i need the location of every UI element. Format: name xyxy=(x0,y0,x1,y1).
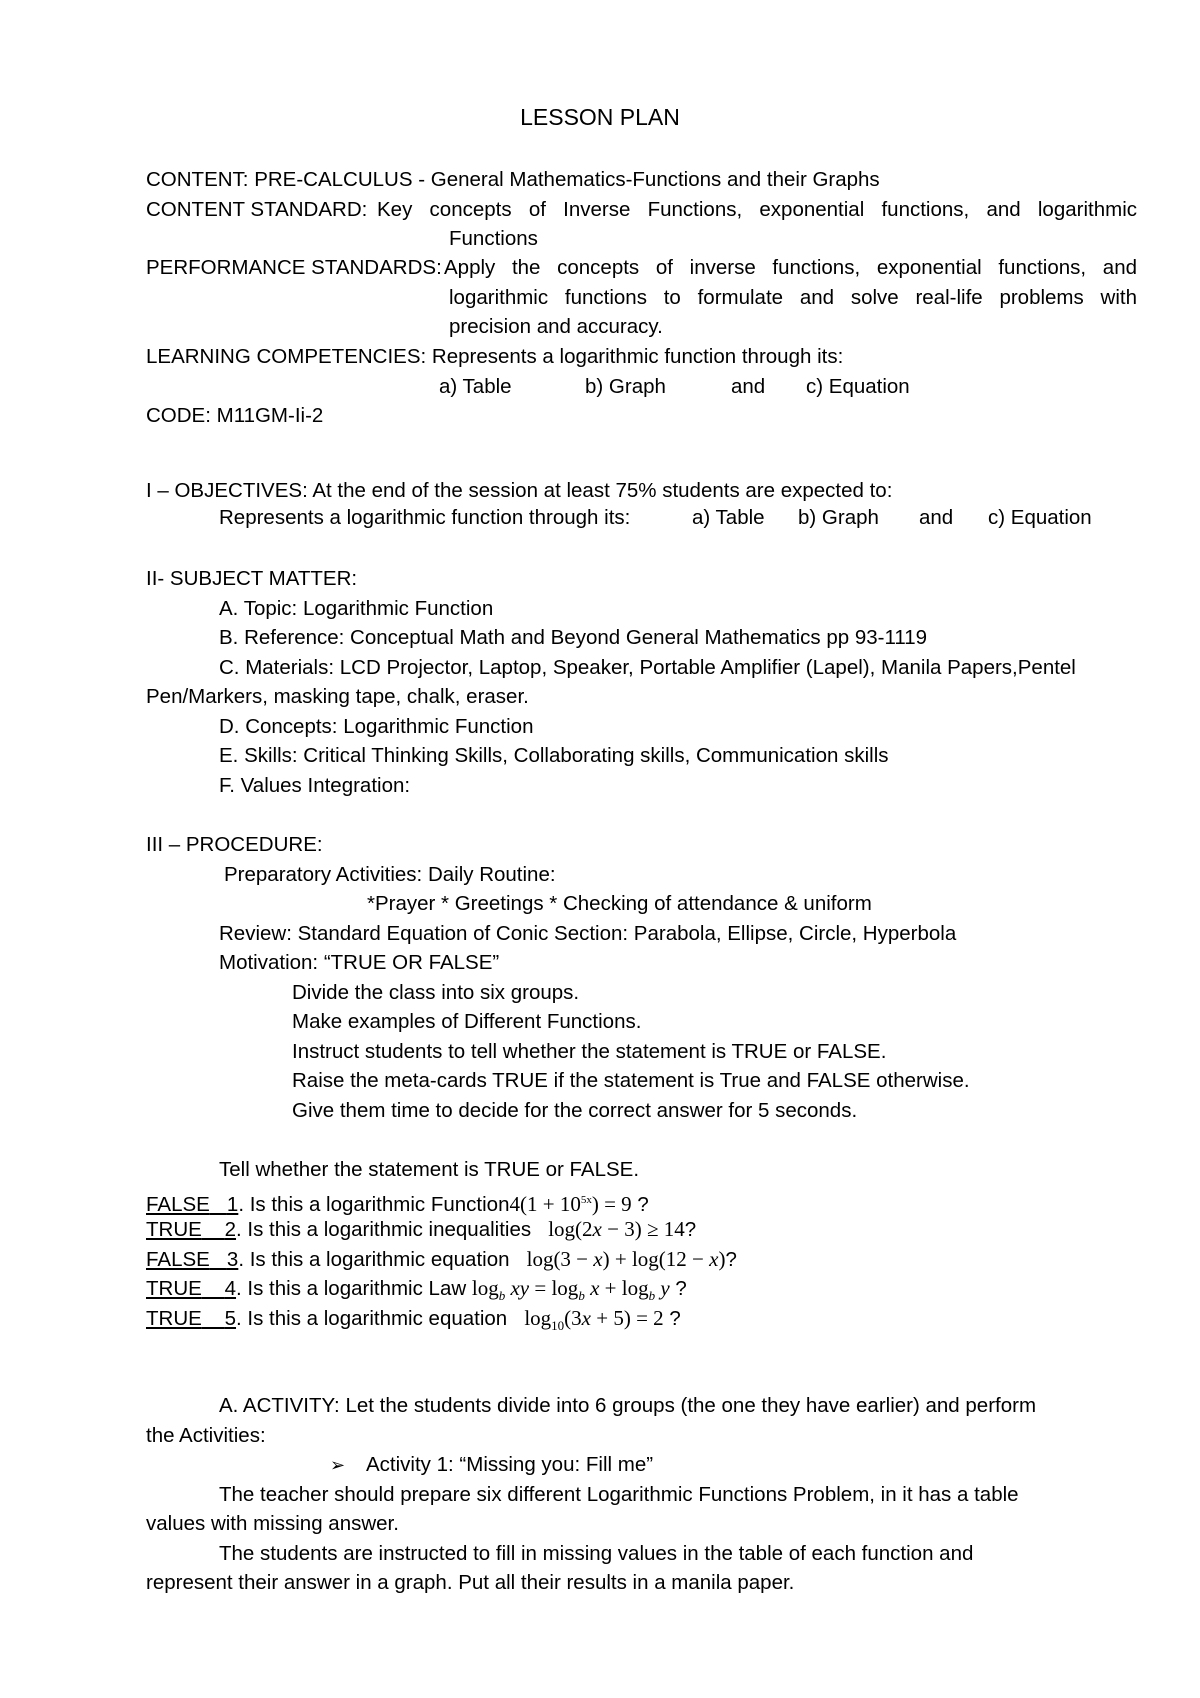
reference-line: B. Reference: Conceptual Math and Beyond General Mathematics pp 93-1119 xyxy=(219,626,928,649)
objective-and: and xyxy=(919,506,954,529)
performance-label: PERFORMANCE STANDARDS: xyxy=(146,256,442,279)
concepts-line: D. Concepts: Logarithmic Function xyxy=(219,715,534,738)
equation-image: $\log_b$ xy = $\log_b x + \log_b y$ xyxy=(471,1276,670,1304)
activity-line: A. ACTIVITY: Let the students divide into 6 groups (the one they have earlier) and perform xyxy=(219,1394,1037,1417)
equation-image: log(2x − 3) ≥ 14 xyxy=(548,1217,685,1241)
motivation-step: Raise the meta-cards TRUE if the statement is True and FALSE otherwise. xyxy=(292,1069,970,1092)
content-line: CONTENT: PRE-CALCULUS - General Mathematics-Functions and their Graphs xyxy=(146,168,880,191)
subject-matter-heading: II- SUBJECT MATTER: xyxy=(146,567,358,590)
preparatory-line: Preparatory Activities: Daily Routine: xyxy=(224,863,556,886)
quiz-question: . Is this a logarithmic Law xyxy=(236,1277,467,1300)
review-line: Review: Standard Equation of Conic Section: Parabola, Ellipse, Circle, Hyperbola xyxy=(219,922,957,945)
objectives-text: Represents a logarithmic function through its: xyxy=(219,506,631,529)
quiz-item: TRUE 2. Is this a logarithmic inequalities log(2x − 3) ≥ 14? xyxy=(146,1217,697,1241)
quiz-question: . Is this a logarithmic equation xyxy=(238,1248,510,1271)
values-line: F. Values Integration: xyxy=(219,774,411,797)
routine-line: *Prayer * Greetings * Checking of attendance & uniform xyxy=(367,892,872,915)
motivation-step: Divide the class into six groups. xyxy=(292,981,580,1004)
quiz-answer: TRUE 4 xyxy=(146,1277,237,1300)
materials-line-2: Pen/Markers, masking tape, chalk, eraser. xyxy=(146,685,529,708)
materials-line: C. Materials: LCD Projector, Laptop, Speaker, Portable Amplifier (Lapel), Manila Papers,Pentel xyxy=(219,656,1076,679)
objective-a: a) Table xyxy=(692,506,765,529)
competencies-line: LEARNING COMPETENCIES: Represents a logarithmic function through its: xyxy=(146,345,844,368)
equation-image: $4(1 + 10^{5x}) = 9$ xyxy=(509,1192,632,1216)
performance-text-3: precision and accuracy. xyxy=(449,315,663,338)
quiz-answer: TRUE 5 xyxy=(146,1307,237,1330)
motivation-step: Instruct students to tell whether the statement is TRUE or FALSE. xyxy=(292,1040,887,1063)
quiz-item: FALSE 3. Is this a logarithmic equation log(3 − x) + log(12 − x)? xyxy=(146,1247,737,1271)
performance-text-2: logarithmic functions to formulate and solve real-life problems with xyxy=(449,286,1137,309)
activity-paragraph-2: represent their answer in a graph. Put all their results in a manila paper. xyxy=(146,1571,795,1594)
competency-a: a) Table xyxy=(439,375,512,398)
motivation-line: Motivation: “TRUE OR FALSE” xyxy=(219,951,500,974)
objective-b: b) Graph xyxy=(798,506,879,529)
equation-image: log(3 − x) + log(12 − x) xyxy=(526,1247,726,1271)
activity-paragraph-2: values with missing answer. xyxy=(146,1512,399,1535)
objectives-heading: I – OBJECTIVES: At the end of the session at least 75% students are expected to: xyxy=(146,479,893,502)
topic-line: A. Topic: Logarithmic Function xyxy=(219,597,494,620)
content-standard-text: Key concepts of Inverse Functions, exponential functions, and logarithmic xyxy=(377,198,1137,221)
quiz-answer: FALSE 1 xyxy=(146,1193,239,1216)
quiz-item: TRUE 4. Is this a logarithmic Law $\log_b$ xy = $\log_b x + \log_b y$ ? xyxy=(146,1276,687,1304)
motivation-step: Give them time to decide for the correct answer for 5 seconds. xyxy=(292,1099,858,1122)
competency-b: b) Graph xyxy=(585,375,666,398)
page-title: LESSON PLAN xyxy=(520,104,680,130)
objective-c: c) Equation xyxy=(988,506,1092,529)
activity-1-title: Activity 1: “Missing you: Fill me” xyxy=(366,1453,654,1476)
quiz-question: . Is this a logarithmic Function xyxy=(238,1193,510,1216)
activity-paragraph: The teacher should prepare six different Logarithmic Functions Problem, in it has a table xyxy=(219,1483,1019,1506)
activity-paragraph: The students are instructed to fill in missing values in the table of each function and xyxy=(219,1542,974,1565)
motivation-step: Make examples of Different Functions. xyxy=(292,1010,642,1033)
quiz-answer: FALSE 3 xyxy=(146,1248,239,1271)
performance-text-1: Apply the concepts of inverse functions, exponential functions, and xyxy=(444,256,1137,279)
code-line: CODE: M11GM-Ii-2 xyxy=(146,404,324,427)
activity-line-2: the Activities: xyxy=(146,1424,266,1447)
skills-line: E. Skills: Critical Thinking Skills, Collaborating skills, Communication skills xyxy=(219,744,889,767)
procedure-heading: III – PROCEDURE: xyxy=(146,833,323,856)
competency-and: and xyxy=(731,375,766,398)
content-standard-label: CONTENT STANDARD: xyxy=(146,198,368,221)
quiz-item: TRUE 5. Is this a logarithmic equation $\log_{10}(3x + 5) = 2$ ? xyxy=(146,1306,681,1334)
quiz-instruction: Tell whether the statement is TRUE or FALSE. xyxy=(219,1158,640,1181)
quiz-question: . Is this a logarithmic equation xyxy=(236,1307,508,1330)
competency-c: c) Equation xyxy=(806,375,910,398)
quiz-item: FALSE 1. Is this a logarithmic Function4(1 + $10^{5x}) = 9$ ? xyxy=(146,1192,649,1216)
equation-image: $\log_{10}(3x + 5) = 2$ xyxy=(524,1306,664,1334)
arrow-bullet-icon: ➢ xyxy=(330,1455,346,1476)
content-standard-text-2: Functions xyxy=(449,227,538,250)
quiz-question: . Is this a logarithmic inequalities xyxy=(236,1218,532,1241)
quiz-answer: TRUE 2 xyxy=(146,1218,237,1241)
